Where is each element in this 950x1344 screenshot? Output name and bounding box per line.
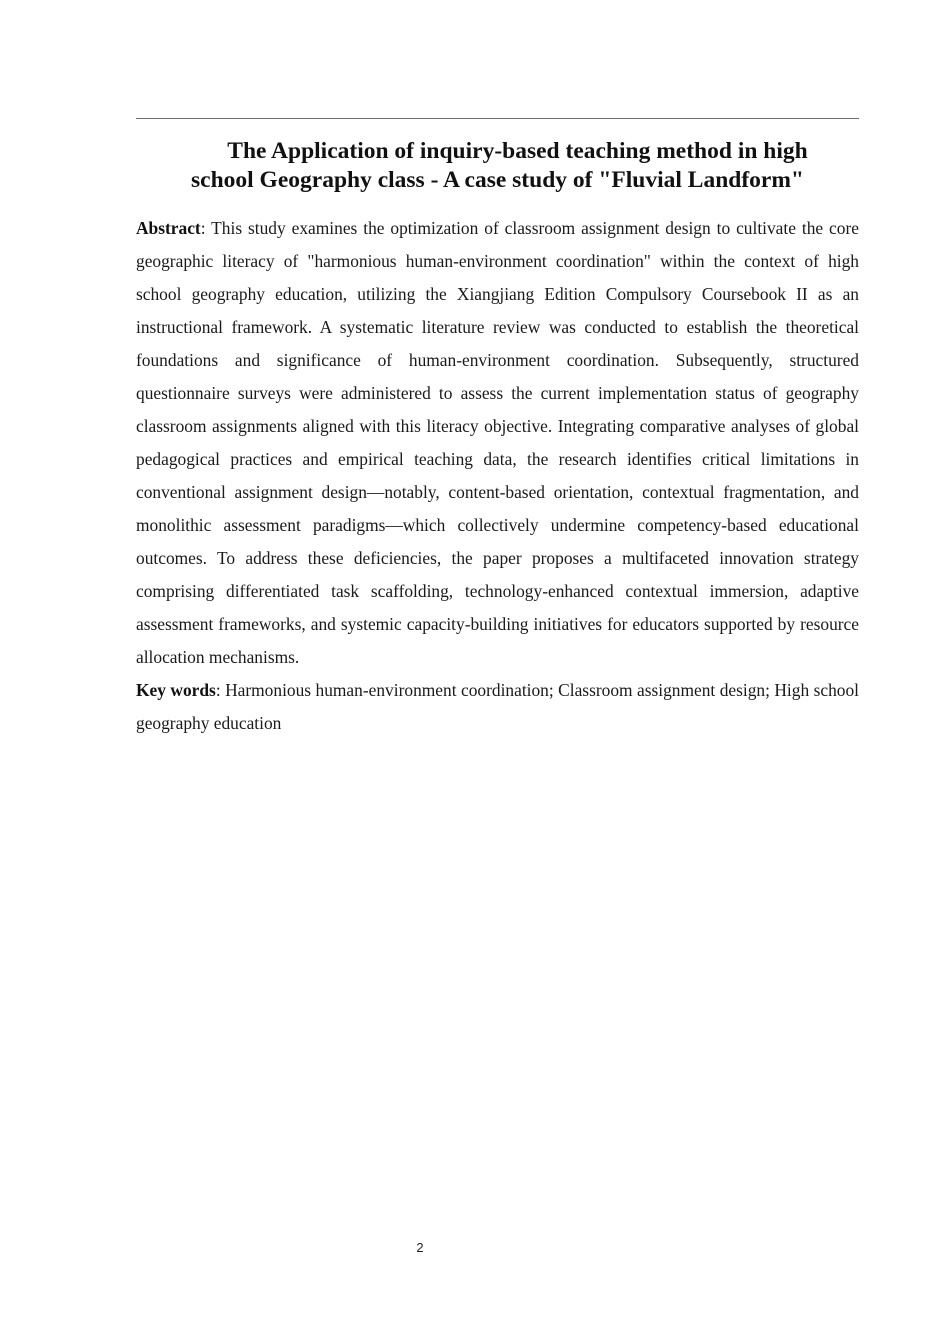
keywords-label: Key words [136, 680, 216, 700]
abstract-section [136, 212, 859, 740]
keywords-text: : Harmonious human-environment coordination; Classroom assignment design; High school geography education [136, 680, 860, 733]
page-number: 2 [416, 1240, 424, 1255]
header-rule [136, 118, 859, 119]
keywords-paragraph [136, 674, 859, 740]
title-line-1: The Application of inquiry-based teaching method in high [227, 138, 808, 164]
abstract-text: : This study examines the optimization of classroom assignment design to cultivate the core geographic literacy of "harmonious human-environment coordination" within the context of high school geography education, utilizing the Xiangjiang Edition Compulsory Coursebook II as an instructional framework. A systematic literature review was conducted to establish the theoretical foundations and significance of human-environment coordination. Subsequently, structured questionnaire surveys were administered to assess the current implementation status of geography classroom assignments aligned with this literacy objective. Integrating comparative analyses of global pedagogical practices and empirical teaching data, the research identifies critical limitations in conventional assignment design—notably, content-based orientation, contextual fragmentation, and monolithic assessment paradigms—which collectively undermine competency-based educational outcomes. To address these deficiencies, the paper proposes a multifaceted innovation strategy comprising differentiated task scaffolding, technology-enhanced contextual immersion, adaptive assessment frameworks, and systemic capacity-building initiatives for educators supported by resource allocation mechanisms. [136, 218, 859, 667]
abstract-paragraph [136, 212, 859, 674]
title-line-2: school Geography class - A case study of "Fluvial Landform" [191, 167, 804, 193]
abstract-label: Abstract [136, 218, 201, 238]
paper-title [136, 137, 859, 195]
